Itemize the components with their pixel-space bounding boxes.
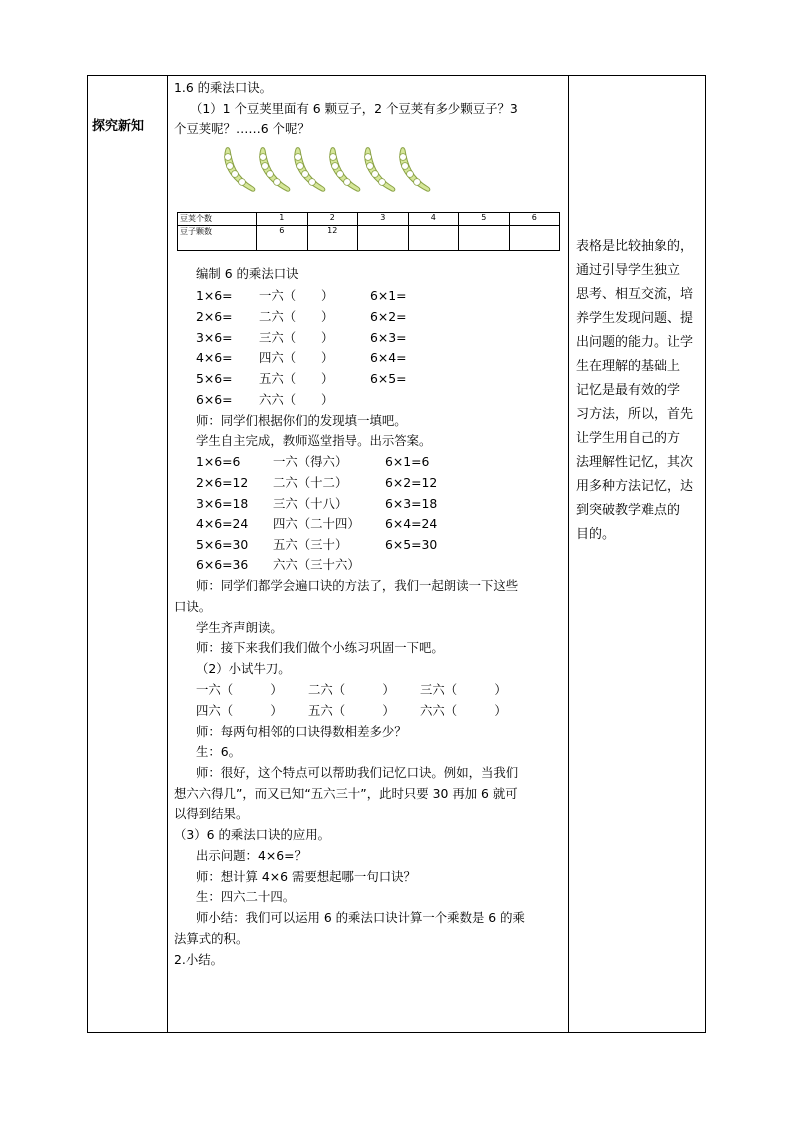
question-line-2: 个豆荚呢？……6 个呢？ xyxy=(174,121,310,136)
table-cell xyxy=(358,226,409,251)
blank-rhyme: 三六（ ） xyxy=(259,330,334,345)
answer-eq: 2×6=12 xyxy=(196,475,249,490)
blank-eq: 6×6= xyxy=(196,392,233,407)
note-line: 表格是比较抽象的， xyxy=(576,239,694,254)
table-cell xyxy=(459,226,510,251)
answer-eq: 1×6=6 xyxy=(196,454,241,469)
bean-pod-icon xyxy=(295,148,325,192)
bean-pod-icon xyxy=(400,148,430,192)
note-line: 思考、相互交流，培 xyxy=(576,287,694,302)
blank-eq-rev: 6×4= xyxy=(370,350,407,365)
application-heading: （3）6 的乘法口诀的应用。 xyxy=(174,827,331,842)
practice-item: 二六（ ） xyxy=(308,682,395,697)
bean-pod-icon xyxy=(365,148,395,192)
teacher-explain-line-3: 以得到结果。 xyxy=(174,806,249,821)
column-divider-right xyxy=(568,75,569,1033)
bean-count-table xyxy=(177,212,560,251)
answer-eq: 3×6=18 xyxy=(196,496,249,511)
answer-eq-rev: 6×3=18 xyxy=(385,496,438,511)
practice-item: 六六（ ） xyxy=(420,703,507,718)
table-cell: 12 xyxy=(307,226,358,251)
teacher-line: 师：同学们根据你们的发现填一填吧。 xyxy=(196,413,407,428)
practice-item: 一六（ ） xyxy=(196,682,283,697)
note-line: 让学生用自己的方 xyxy=(576,431,681,446)
note-line: 通过引导学生独立 xyxy=(576,263,681,278)
answer-eq-rev: 6×5=30 xyxy=(385,537,438,552)
answer-eq-rev: 6×2=12 xyxy=(385,475,438,490)
answer-rhyme: 三六（十八） xyxy=(273,496,348,511)
question-line-1: （1）1 个豆荚里面有 6 颗豆子，2 个豆荚有多少颗豆子？3 xyxy=(190,101,518,116)
table-cell: 3 xyxy=(358,213,409,226)
teacher-question-line: 师：每两句相邻的口诀得数相差多少？ xyxy=(196,724,407,739)
blank-eq: 3×6= xyxy=(196,330,233,345)
blank-eq-rev: 6×3= xyxy=(370,330,407,345)
answer-rhyme: 一六（得六） xyxy=(273,454,348,469)
blank-rhyme: 一六（ ） xyxy=(259,288,334,303)
teacher-explain-line-2: 想六六得几”，而又已知“五六三十”，此时只要 30 再加 6 就可 xyxy=(174,786,518,801)
note-line: 用多种方法记忆，达 xyxy=(576,479,694,494)
table-cell: 豆子颗数 xyxy=(178,226,257,251)
note-line: 养学生发现问题、提 xyxy=(576,311,694,326)
answer-eq-rev: 6×4=24 xyxy=(385,516,438,531)
student-work-line: 学生自主完成，教师巡堂指导。出示答案。 xyxy=(196,433,432,448)
teacher-ask-line: 师：想计算 4×6 需要想起哪一句口诀？ xyxy=(196,869,416,884)
practice-item: 四六（ ） xyxy=(196,703,283,718)
answer-eq: 6×6=36 xyxy=(196,557,249,572)
blank-eq-rev: 6×1= xyxy=(370,288,407,303)
summary-line-2: 法算式的积。 xyxy=(174,931,249,946)
table-row xyxy=(178,213,560,226)
note-line: 目的。 xyxy=(576,527,616,542)
practice-item: 三六（ ） xyxy=(420,682,507,697)
blank-eq: 1×6= xyxy=(196,288,233,303)
column-divider-left xyxy=(167,75,168,1033)
bean-pods-illustration xyxy=(218,145,433,195)
table-cell: 4 xyxy=(408,213,459,226)
teacher-explain-line: 师：很好，这个特点可以帮助我们记忆口诀。例如，当我们 xyxy=(196,765,519,780)
student-reply-line: 生：四六二十四。 xyxy=(196,889,296,904)
note-line: 到突破教学难点的 xyxy=(576,503,681,518)
compile-heading: 编制 6 的乘法口诀 xyxy=(196,266,299,281)
blank-eq-rev: 6×2= xyxy=(370,309,407,324)
table-cell xyxy=(408,226,459,251)
note-line: 出问题的能力。让学 xyxy=(576,335,694,350)
teacher-read-line: 师：同学们都学会遍口诀的方法了，我们一起朗读一下这些 xyxy=(196,578,519,593)
teacher-read-line-cont: 口诀。 xyxy=(174,599,212,614)
blank-eq: 4×6= xyxy=(196,350,233,365)
blank-eq-rev: 6×5= xyxy=(370,371,407,386)
design-notes xyxy=(576,235,702,547)
table-cell xyxy=(509,226,560,251)
answer-eq-rev: 6×1=6 xyxy=(385,454,430,469)
practice-item: 五六（ ） xyxy=(308,703,395,718)
blank-rhyme: 六六（ ） xyxy=(259,392,334,407)
student-answer-line: 生：6。 xyxy=(196,744,242,759)
students-read-line: 学生齐声朗读。 xyxy=(196,620,283,635)
answer-rhyme: 五六（三十） xyxy=(273,537,348,552)
answer-rhyme: 二六（十二） xyxy=(273,475,348,490)
blank-rhyme: 四六（ ） xyxy=(259,350,334,365)
section-label: 探究新知 xyxy=(92,119,145,134)
table-cell: 1 xyxy=(257,213,308,226)
answer-eq: 5×6=30 xyxy=(196,537,249,552)
table-cell: 5 xyxy=(459,213,510,226)
blank-eq: 5×6= xyxy=(196,371,233,386)
table-row xyxy=(178,226,560,251)
conclusion-heading: 2.小结。 xyxy=(174,952,223,967)
answer-eq: 4×6=24 xyxy=(196,516,249,531)
teacher-practice-line: 师：接下来我们我们做个小练习巩固一下吧。 xyxy=(196,640,444,655)
summary-line: 师小结：我们可以运用 6 的乘法口诀计算一个乘数是 6 的乘 xyxy=(196,910,525,925)
answer-rhyme: 四六（二十四） xyxy=(273,516,360,531)
blank-eq: 2×6= xyxy=(196,309,233,324)
table-cell: 2 xyxy=(307,213,358,226)
note-line: 生在理解的基础上 xyxy=(576,359,681,374)
table-cell: 6 xyxy=(509,213,560,226)
problem-line: 出示问题：4×6=？ xyxy=(196,848,307,863)
bean-pod-icon xyxy=(330,148,360,192)
bean-pod-icon xyxy=(260,148,290,192)
practice-heading: （2）小试牛刀。 xyxy=(196,661,291,676)
note-line: 记忆是最有效的学 xyxy=(576,383,681,398)
note-line: 习方法，所以，首先 xyxy=(576,407,694,422)
blank-rhyme: 二六（ ） xyxy=(259,309,334,324)
heading-6-multiplication: 1.6 的乘法口诀。 xyxy=(174,80,272,95)
table-cell: 豆荚个数 xyxy=(178,213,257,226)
note-line: 法理解性记忆，其次 xyxy=(576,455,694,470)
blank-rhyme: 五六（ ） xyxy=(259,371,334,386)
answer-rhyme: 六六（三十六） xyxy=(273,557,360,572)
bean-pod-icon xyxy=(225,148,255,192)
table-cell: 6 xyxy=(257,226,308,251)
